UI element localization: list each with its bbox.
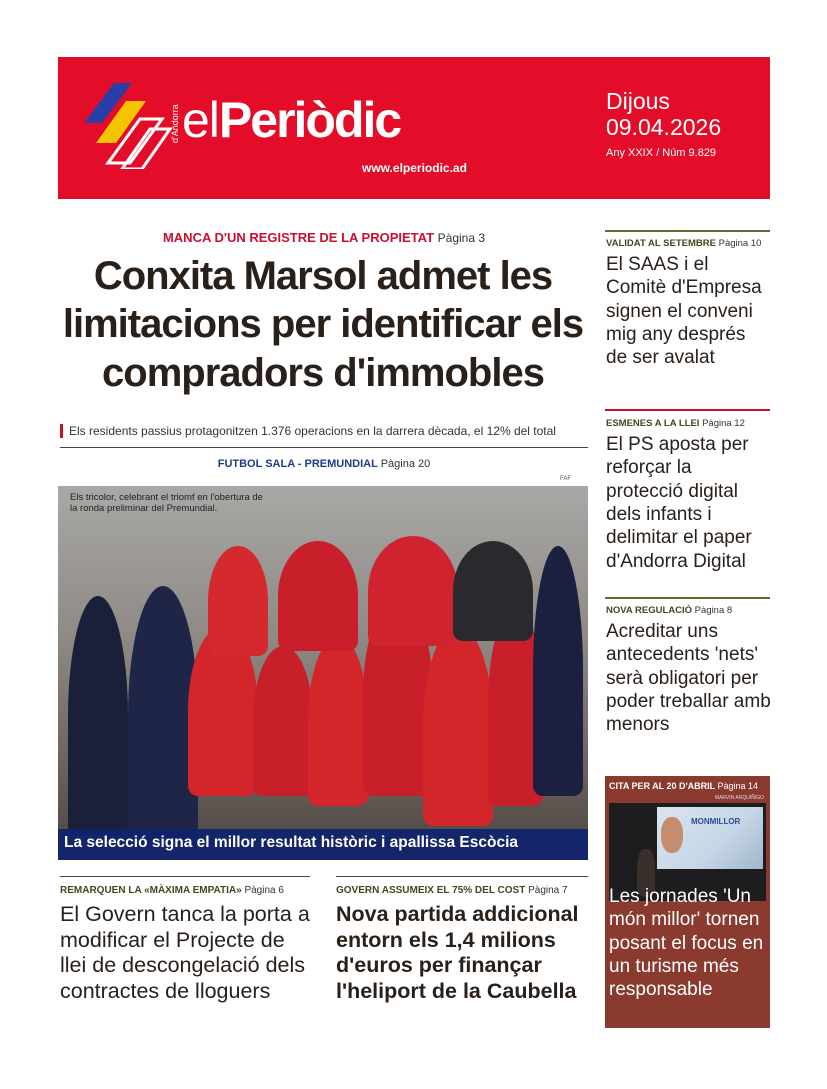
feature-box[interactable] xyxy=(605,776,770,1028)
side-rule xyxy=(605,230,770,232)
lead-kicker[interactable] xyxy=(60,230,588,245)
sidebar-item-1-kicker[interactable] xyxy=(606,238,761,249)
sidebar-item-2-kicker[interactable] xyxy=(606,418,745,429)
sidebar-item-1-page: Pàgina 10 xyxy=(718,238,762,249)
side-rule xyxy=(605,597,770,599)
logo-el: el xyxy=(182,92,219,148)
player-figure xyxy=(208,546,268,656)
logo-wordmark[interactable] xyxy=(182,92,401,148)
site-url[interactable]: www.elperiodic.ad xyxy=(362,161,467,175)
player-figure xyxy=(453,541,533,641)
screen-brand: MONMILLOR xyxy=(691,817,741,826)
photo-caption-top: Els tricolor, celebrant el triomf en l'obertura de la ronda preliminar del Premundial. xyxy=(70,492,263,515)
player-figure xyxy=(278,541,358,651)
speaker-face xyxy=(661,817,683,853)
bottom-left-kicker[interactable] xyxy=(60,885,284,896)
bottom-mid-kicker[interactable] xyxy=(336,885,568,896)
sidebar-item-3-kicker[interactable] xyxy=(606,605,732,616)
photo-kicker[interactable] xyxy=(60,458,588,470)
lead-subtitle: Els residents passius protagonitzen 1.376 operacions en la darrera dècada, el 12% del total xyxy=(60,424,588,438)
photo-headline[interactable]: La selecció signa el millor resultat històric i apallissa Escòcia xyxy=(58,829,588,860)
lead-headline[interactable]: Conxita Marsol admet les limitacions per identificar els compradors d'immobles xyxy=(62,254,584,395)
player-figure xyxy=(423,626,493,826)
player-figure xyxy=(253,646,313,796)
sidebar-item-1-kicker-text: VALIDAT AL SETEMBRE xyxy=(606,238,716,249)
bottom-mid-headline[interactable]: Nova partida addicional entorn els 1,4 milions d'euros per finançar l'heliport de la Caubella xyxy=(336,902,579,1003)
side-rule xyxy=(605,409,770,411)
lead-kicker-text: MANCA D'UN REGISTRE DE LA PROPIETAT xyxy=(162,230,435,245)
sidebar-item-3-page: Pàgina 8 xyxy=(694,605,733,616)
feature-box-kicker xyxy=(609,781,758,791)
player-figure xyxy=(533,546,583,796)
sidebar-item-2-headline[interactable]: El PS aposta per reforçar la protecció digital dels infants i delimitar el paper d'Andorra Digital xyxy=(606,434,752,572)
player-figure xyxy=(68,596,128,836)
divider xyxy=(336,876,588,877)
photo-credit: FAF xyxy=(560,476,572,482)
photo-kicker-text: FUTBOL SALA - PREMUNDIAL xyxy=(217,458,378,470)
bottom-mid-page: Pàgina 7 xyxy=(528,885,568,896)
divider xyxy=(60,447,588,448)
bottom-mid-kicker-text: GOVERN ASSUMEIX EL 75% DEL COST xyxy=(336,885,526,896)
lead-page: Pàgina 3 xyxy=(437,231,486,245)
sidebar-item-1-headline[interactable]: El SAAS i el Comitè d'Empresa signen el conveni mig any després de ser avalat xyxy=(606,254,762,369)
issue-day: Dijous xyxy=(606,88,670,114)
divider xyxy=(60,876,310,877)
logo-sub: d'Andorra xyxy=(170,104,180,143)
date-block xyxy=(606,89,721,159)
bottom-left-headline[interactable]: El Govern tanca la porta a modificar el Projecte de llei de descongelació dels contractes de lloguers xyxy=(60,902,310,1003)
feature-box-page: Pàgina 14 xyxy=(717,781,759,791)
team-photo[interactable] xyxy=(58,486,588,860)
sidebar-item-2-page: Pàgina 12 xyxy=(702,418,745,429)
sidebar-item-3-headline[interactable]: Acreditar uns antecedents 'nets' serà obligatori per poder treballar amb menors xyxy=(606,621,771,736)
feature-box-kicker-text: CITA PER AL 20 D'ABRIL xyxy=(609,781,715,791)
sidebar-item-3-kicker-text: NOVA REGULACIÓ xyxy=(606,605,693,616)
player-figure xyxy=(308,636,368,806)
player-figure xyxy=(368,536,458,646)
projection-screen xyxy=(657,807,763,869)
photo-page: Pàgina 20 xyxy=(380,458,431,470)
masthead xyxy=(58,57,770,199)
bottom-left-kicker-text: REMARQUEN LA «MÀXIMA EMPATIA» xyxy=(60,885,242,896)
feature-box-credit: MARVIN ARQUIÑIGO xyxy=(714,795,764,801)
sidebar-item-2-kicker-text: ESMENES A LA LLEI xyxy=(606,418,700,429)
logo-name: Periòdic xyxy=(218,92,401,148)
issue-date: 09.04.2026 xyxy=(606,114,722,141)
feature-box-headline[interactable]: Les jornades 'Un món millor' tornen posant el focus en un turisme més responsable xyxy=(609,886,764,1001)
issue-number: Any XXIX / Núm 9.829 xyxy=(606,146,717,159)
logo-stripes-icon xyxy=(84,83,174,169)
bottom-left-page: Pàgina 6 xyxy=(244,885,284,896)
